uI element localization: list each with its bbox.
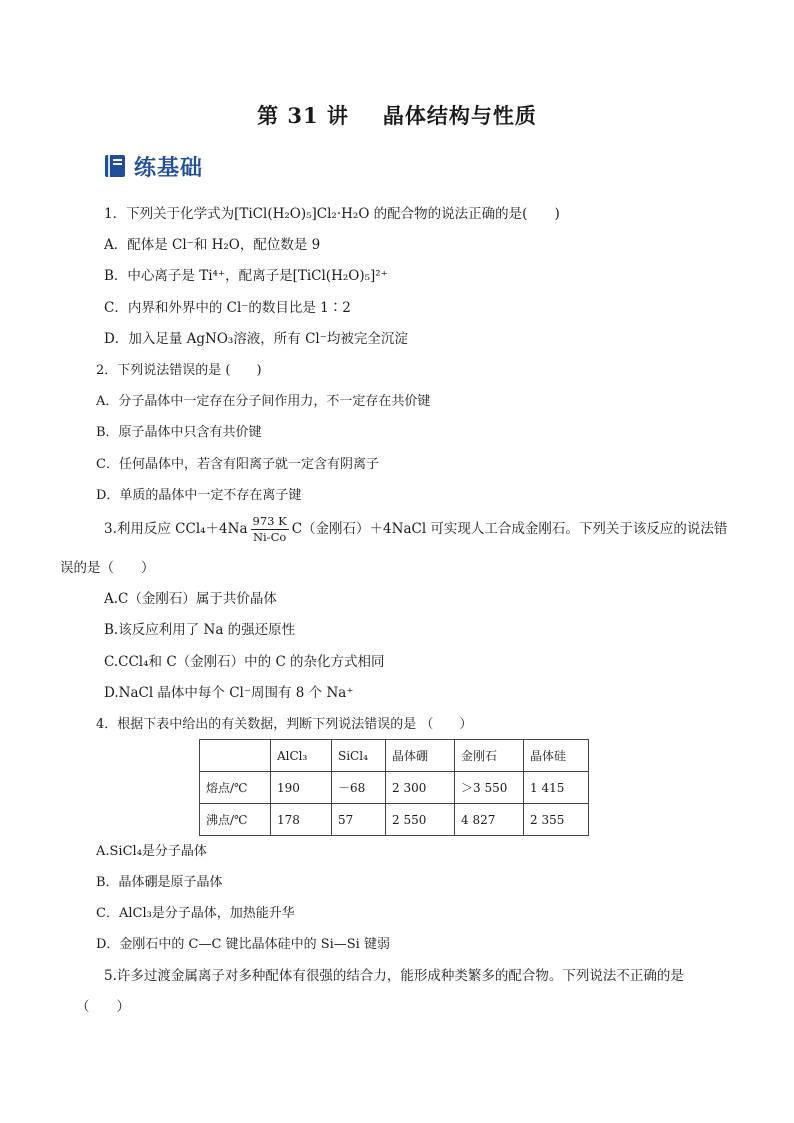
table-cell: 熔点/℃ [200,772,271,804]
q2-option-b: B．原子晶体中只含有共价键 [96,425,262,440]
q2-stem: 2．下列说法错误的是 ( ) [96,363,262,378]
table-header-cell: AlCl₃ [271,740,332,772]
table-cell: 4 827 [455,804,524,836]
condition-catalyst: Ni-Co [252,530,287,544]
q3-stem-before: 3.利用反应 CCl₄＋4Na [104,521,248,537]
table-row [200,804,589,836]
q1-option-d: D．加入足量 AgNO₃溶液，所有 Cl⁻均被完全沉淀 [104,331,408,347]
data-table [199,739,589,836]
lecture-topic: 晶体结构与性质 [382,103,537,128]
reaction-condition [251,515,289,544]
table-cell: 1 415 [524,772,589,804]
table-header-row [200,740,589,772]
table-cell: 2 550 [386,804,455,836]
q5-stem-cont: （ ） [76,999,130,1015]
q4-option-c: C．AlCl₃是分子晶体，加热能升华 [96,906,295,921]
table-cell: －68 [332,772,386,804]
q3-option-d: D.NaCl 晶体中每个 Cl⁻周围有 8 个 Na⁺ [104,685,354,701]
table-row [200,772,589,804]
table-cell: 178 [271,804,332,836]
q4-option-b: B．晶体硼是原子晶体 [96,875,223,890]
table-cell: 沸点/℃ [200,804,271,836]
page-title [0,100,794,130]
table-header-cell: 晶体硼 [386,740,455,772]
table-header-cell: 晶体硅 [524,740,589,772]
q4-stem: 4．根据下表中给出的有关数据，判断下列说法错误的是 （ ） [96,717,473,732]
table-cell: 57 [332,804,386,836]
q2-option-d: D．单质的晶体中一定不存在离子键 [96,488,302,503]
q3-stem-cont: 误的是（ ） [60,560,155,576]
section-heading [104,150,203,182]
table-cell: 2 300 [386,772,455,804]
q1-stem: 1．下列关于化学式为[TiCl(H₂O)₅]Cl₂·H₂O 的配合物的说法正确的是( ) [104,206,560,222]
lecture-number: 第 31 讲 [257,103,349,128]
table-cell: ＞3 550 [455,772,524,804]
condition-temperature: 973 K [252,514,287,528]
table-header-cell [200,740,271,772]
table-header-cell: SiCl₄ [332,740,386,772]
q2-option-a: A．分子晶体中一定存在分子间作用力，不一定存在共价键 [96,394,431,409]
q3-stem-after: C（金刚石）＋4NaCl 可实现人工合成金刚石。下列关于该反应的说法错 [291,521,728,537]
q4-option-d: D．金刚石中的 C—C 键比晶体硅中的 Si—Si 键弱 [96,937,390,952]
table-header-cell: 金刚石 [455,740,524,772]
section-label: 练基础 [134,155,204,181]
table-cell: 2 355 [524,804,589,836]
q3-option-a: A.C（金刚石）属于共价晶体 [104,591,277,607]
q3-stem [104,512,727,546]
q3-option-c: C.CCl₄和 C（金刚石）中的 C 的杂化方式相同 [104,654,385,670]
q3-option-b: B.该反应利用了 Na 的强还原性 [104,622,296,638]
q1-option-a: A．配体是 Cl⁻和 H₂O，配位数是 9 [104,237,321,253]
q2-option-c: C．任何晶体中，若含有阳离子就一定含有阴离子 [96,457,379,472]
book-icon [104,154,126,178]
q1-option-c: C．内界和外界中的 Cl⁻的数目比是 1∶2 [104,300,351,316]
q4-option-a: A.SiCl₄是分子晶体 [96,844,207,859]
q1-option-b: B．中心离子是 Ti⁴⁺，配离子是[TiCl(H₂O)₅]²⁺ [104,268,388,284]
q5-stem: 5.许多过渡金属离子对多种配体有很强的结合力，能形成种类繁多的配合物。下列说法不正确的是 [104,968,684,984]
table-cell: 190 [271,772,332,804]
